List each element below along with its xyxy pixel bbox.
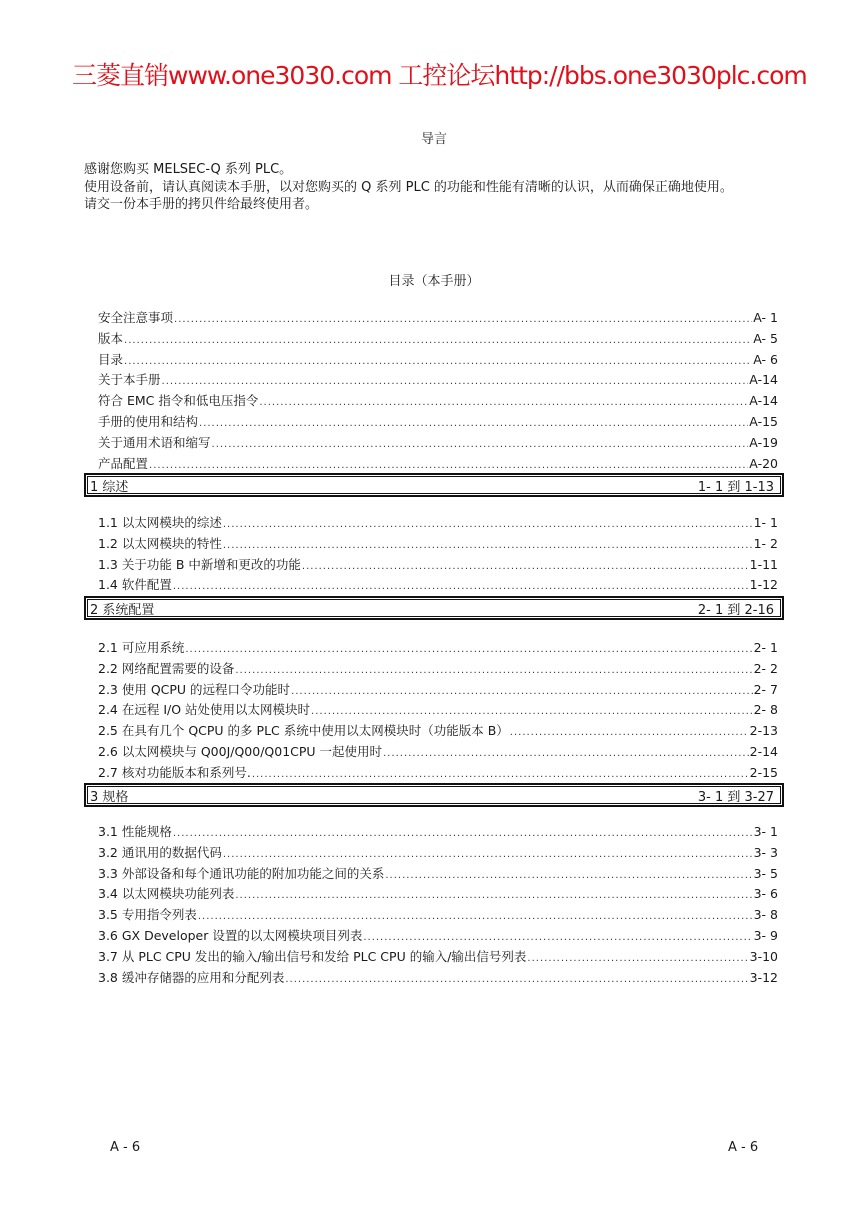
footer-page-left: A - 6 — [110, 1140, 141, 1155]
toc-entry-page: 1-12 — [749, 577, 778, 593]
intro-paragraph: 使用设备前，请认真阅读本手册，以对您购买的 Q 系列 PLC 的功能和性能有清晰的认识，从而确保正确地使用。 — [84, 179, 733, 195]
toc-entry-page: A-15 — [749, 413, 778, 429]
toc-entry[interactable] — [84, 926, 784, 947]
toc-entry-page: 2-14 — [749, 743, 778, 759]
toc-entry-page: 1-11 — [749, 556, 778, 572]
toc-entry-page: 2- 7 — [753, 681, 778, 697]
toc-entry[interactable] — [84, 864, 784, 885]
toc-entry-page: 3- 8 — [753, 907, 778, 923]
toc-entry-label: 1.4 软件配置 — [98, 577, 172, 593]
toc-entry-label: 1.1 以太网模块的综述 — [98, 515, 222, 530]
intro-text — [84, 161, 778, 214]
toc-entry[interactable] — [84, 947, 784, 968]
toc-entry-page: 2-13 — [749, 723, 778, 739]
toc-entry-label: 产品配置 — [98, 455, 149, 471]
toc-entry-page: A-14 — [749, 372, 778, 388]
toc-entry-page: 3- 6 — [753, 886, 778, 902]
toc-entry-label: 1.2 以太网模块的特性 — [98, 535, 222, 551]
toc-entry[interactable] — [84, 412, 784, 433]
toc-entry-page: A- 6 — [753, 351, 778, 367]
toc-entry-label: 符合 EMC 指令和低电压指令 — [98, 393, 259, 409]
toc-chapter-3 — [84, 783, 784, 807]
toc-entry[interactable] — [84, 454, 784, 475]
chapter-heading[interactable] — [84, 473, 784, 497]
toc-entry-label: 2.3 使用 QCPU 的远程口令功能时 — [98, 681, 291, 697]
toc-entry[interactable] — [84, 575, 784, 596]
toc-entry-label: 2.6 以太网模块与 Q00J/Q00/Q01CPU 一起使用时 — [98, 743, 383, 759]
chapter-heading[interactable] — [84, 596, 784, 620]
toc-entry-label: 3.7 从 PLC CPU 发出的输入/输出信号和发给 PLC CPU 的输入/输出信号列表 — [98, 948, 527, 964]
chapter-title: 1 综述 — [90, 479, 129, 495]
toc-entry[interactable] — [84, 884, 784, 905]
toc-entry-label: 2.4 在远程 I/O 站处使用以太网模块时 — [98, 702, 311, 718]
toc-entry[interactable] — [84, 968, 784, 989]
chapter-range: 1- 1 到 1-13 — [697, 479, 774, 495]
toc-entry-label: 安全注意事项 — [98, 310, 174, 325]
toc-entry-page: A-19 — [749, 434, 778, 450]
toc-entry-page: 2- 2 — [753, 660, 778, 676]
toc-entry-label: 3.1 性能规格 — [98, 824, 172, 839]
toc-entry[interactable] — [84, 555, 784, 576]
toc-entry[interactable] — [84, 370, 784, 391]
chapter-range: 2- 1 到 2-16 — [697, 602, 774, 618]
toc-entry-page: 3-12 — [749, 969, 778, 985]
toc-entry-page: A-20 — [749, 455, 778, 471]
toc-chapter-3-items — [84, 822, 784, 988]
toc-entry-page: 2-15 — [749, 764, 778, 780]
toc-chapter-1-items — [84, 513, 784, 596]
toc-entry[interactable] — [84, 513, 784, 534]
toc-front-matter — [84, 308, 784, 474]
toc-entry-page: A-14 — [749, 393, 778, 409]
toc-entry[interactable] — [84, 721, 784, 742]
toc-chapter-2 — [84, 596, 784, 620]
toc-entry-page: 1- 2 — [753, 535, 778, 551]
toc-entry[interactable] — [84, 680, 784, 701]
toc-entry-label: 2.7 核对功能版本和系列号. — [98, 764, 251, 780]
toc-entry[interactable] — [84, 534, 784, 555]
toc-entry[interactable] — [84, 700, 784, 721]
toc-entry-label: 3.4 以太网模块功能列表 — [98, 886, 235, 902]
toc-entry[interactable] — [84, 843, 784, 864]
toc-entry[interactable] — [84, 308, 784, 329]
toc-entry[interactable] — [84, 763, 784, 784]
toc-entry[interactable] — [84, 350, 784, 371]
toc-entry[interactable] — [84, 329, 784, 350]
toc-entry-label: 手册的使用和结构 — [98, 413, 199, 429]
toc-entry-label: 版本 — [98, 330, 124, 346]
intro-paragraph: 请交一份本手册的拷贝件给最终使用者。 — [84, 197, 319, 212]
toc-entry-page: 3- 5 — [753, 865, 778, 881]
toc-entry[interactable] — [84, 905, 784, 926]
toc-entry[interactable] — [84, 822, 784, 843]
toc-title: 目录（本手册） — [388, 274, 480, 289]
toc-chapter-1 — [84, 473, 784, 497]
toc-entry-label: 3.2 通讯用的数据代码 — [98, 844, 222, 860]
chapter-range: 3- 1 到 3-27 — [697, 789, 774, 805]
chapter-title: 2 系统配置 — [90, 602, 155, 618]
toc-chapter-2-items — [84, 638, 784, 784]
toc-entry-label: 2.2 网络配置需要的设备 — [98, 660, 235, 676]
toc-entry[interactable] — [84, 391, 784, 412]
toc-entry-label: 3.8 缓冲存储器的应用和分配列表 — [98, 969, 285, 985]
toc-entry[interactable] — [84, 638, 784, 659]
intro-title: 导言 — [420, 132, 447, 147]
toc-entry-page: 1- 1 — [753, 515, 778, 530]
toc-entry-label: 2.1 可应用系统 — [98, 640, 185, 655]
toc-entry-page: 3-10 — [749, 948, 778, 964]
toc-entry-label: 3.6 GX Developer 设置的以太网模块项目列表 — [98, 927, 363, 943]
toc-entry-label: 3.3 外部设备和每个通讯功能的附加功能之间的关系 — [98, 865, 385, 881]
footer-page-right: A - 6 — [728, 1140, 759, 1155]
toc-entry-page: 3- 9 — [753, 927, 778, 943]
toc-entry-page: A- 1 — [753, 310, 778, 325]
toc-entry-page: A- 5 — [753, 330, 778, 346]
toc-entry-label: 3.5 专用指令列表 — [98, 907, 197, 923]
toc-entry-label: 关于通用术语和缩写 — [98, 434, 211, 450]
chapter-heading[interactable] — [84, 783, 784, 807]
toc-entry[interactable] — [84, 659, 784, 680]
site-banner: 三菱直销www.one3030.com 工控论坛http://bbs.one3030plc.com — [72, 61, 807, 90]
toc-entry-page: 3- 1 — [753, 824, 778, 839]
toc-entry-page: 3- 3 — [753, 844, 778, 860]
toc-entry-label: 关于本手册 — [98, 372, 161, 388]
toc-entry[interactable] — [84, 433, 784, 454]
toc-entry-label: 1.3 关于功能 B 中新增和更改的功能 — [98, 556, 301, 572]
toc-entry-page: 2- 8 — [753, 702, 778, 718]
toc-entry[interactable] — [84, 742, 784, 763]
toc-entry-label: 2.5 在具有几个 QCPU 的多 PLC 系统中使用以太网模块时（功能版本 B） — [98, 723, 509, 739]
chapter-title: 3 规格 — [90, 789, 129, 805]
toc-entry-label: 目录 — [98, 351, 124, 367]
toc-entry-page: 2- 1 — [753, 640, 778, 655]
intro-paragraph: 感谢您购买 MELSEC-Q 系列 PLC。 — [84, 162, 293, 177]
